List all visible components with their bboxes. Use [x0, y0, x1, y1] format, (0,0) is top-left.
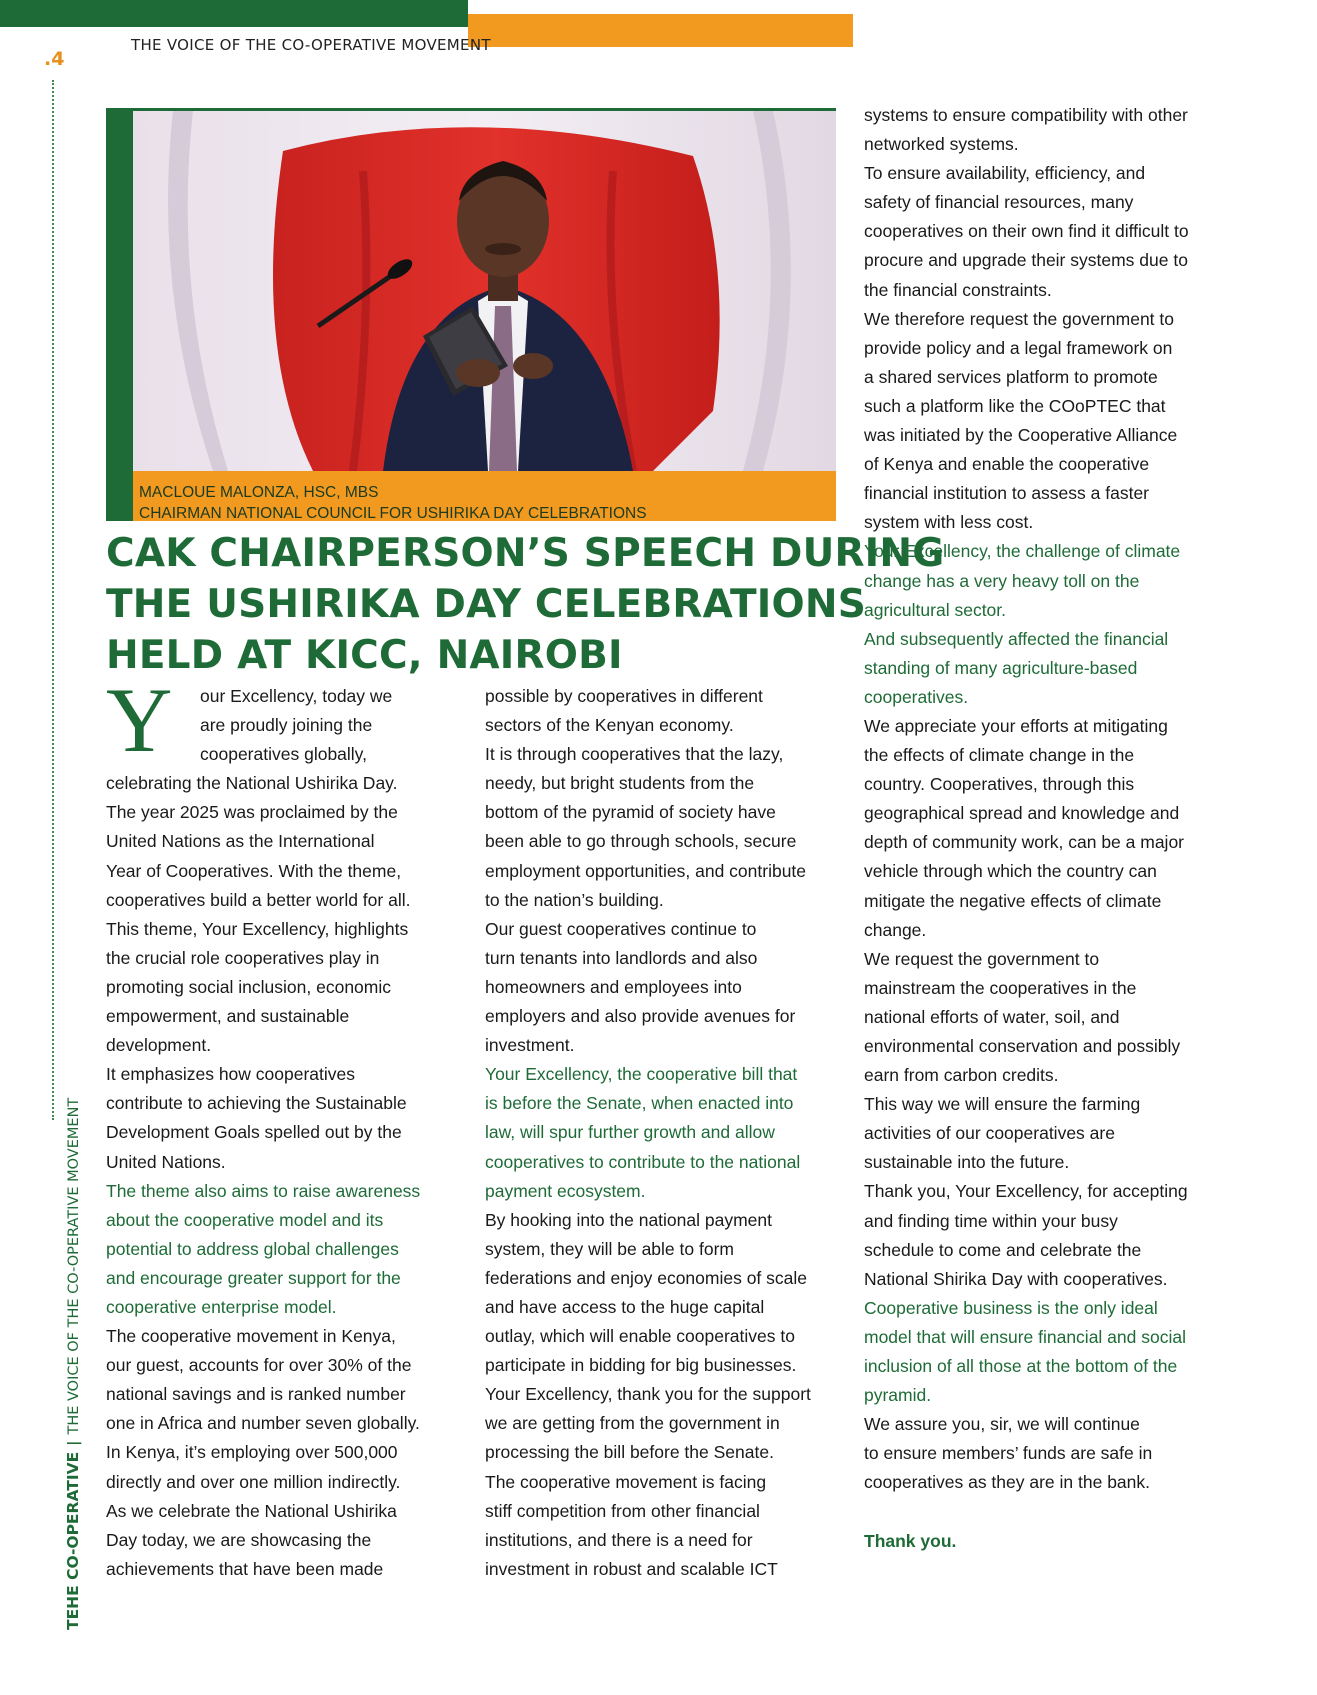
text-line: procure and upgrade their systems due to — [864, 250, 1188, 271]
text-line: depth of community work, can be a major — [864, 832, 1185, 853]
text-line: Your Excellency, thank you for the support — [485, 1384, 811, 1405]
text-line: our Excellency, today we — [200, 686, 393, 706]
text-line: national savings and is ranked number — [106, 1384, 406, 1405]
text-line: provide policy and a legal framework on — [864, 337, 1173, 358]
highlight-line: law, will spur further growth and allow — [485, 1122, 775, 1143]
text-line: environmental conservation and possibly — [864, 1036, 1181, 1056]
text-line: cooperatives build a better world for all. — [106, 889, 411, 910]
speaker-photo — [106, 108, 836, 521]
side-dotted-rule — [52, 80, 54, 1120]
text-line: empowerment, and sustainable — [106, 1006, 350, 1027]
text-line: Development Goals spelled out by the — [106, 1122, 402, 1143]
page-number: .4 — [44, 48, 65, 70]
text-line: one in Africa and number seven globally. — [106, 1413, 420, 1434]
publication-title: THE VOICE OF THE CO-OPERATIVE MOVEMENT — [131, 36, 491, 54]
text-line: sectors of the Kenyan economy. — [485, 715, 734, 736]
text-line: The cooperative movement is facing — [485, 1471, 767, 1492]
text-line: was initiated by the Cooperative Alliance — [864, 425, 1178, 446]
text-line: processing the bill before the Senate. — [485, 1442, 774, 1463]
drop-cap: Y — [106, 669, 173, 771]
headline-line-3: HELD AT KICC, NAIROBI — [106, 633, 623, 678]
highlight-line: change has a very heavy toll on the — [864, 570, 1140, 591]
text-line: We assure you, sir, we will continue — [864, 1414, 1140, 1435]
closing-thanks: Thank you. — [864, 1530, 957, 1551]
text-line: geographical spread and knowledge and — [864, 803, 1180, 824]
text-line: such a platform like the COoPTEC that — [864, 395, 1166, 416]
text-line: financial institution to assess a faster — [864, 483, 1150, 504]
text-line: outlay, which will enable cooperatives to — [485, 1326, 795, 1347]
text-line: a shared services platform to promote — [864, 366, 1158, 387]
text-line: Day today, we are showcasing the — [106, 1529, 372, 1550]
highlight-line: Cooperative business is the only ideal — [864, 1297, 1158, 1318]
text-line: Thank you, Your Excellency, for accepting — [864, 1181, 1188, 1202]
text-line: networked systems. — [864, 134, 1019, 155]
highlight-line: is before the Senate, when enacted into — [485, 1093, 794, 1114]
highlight-line: agricultural sector. — [864, 599, 1007, 620]
text-line: United Nations as the International — [106, 831, 375, 852]
article-column-3 — [864, 101, 1224, 1556]
text-line: the crucial role cooperatives play in — [106, 947, 380, 968]
highlight-line: Your Excellency, the challenge of climate — [864, 541, 1181, 562]
header-orange-bar — [468, 14, 853, 47]
text-line: the effects of climate change in the — [864, 745, 1135, 766]
text-line: the financial constraints. — [864, 279, 1052, 300]
photo-green-bar — [106, 111, 133, 521]
text-line: system, they will be able to form — [485, 1238, 734, 1259]
side-label-strong: TEHE CO-OPERATIVE — [64, 1451, 82, 1630]
highlight-line: pyramid. — [864, 1385, 932, 1406]
highlight-line: potential to address global challenges — [106, 1238, 399, 1259]
text-line: investment. — [485, 1035, 575, 1056]
text-line: United Nations. — [106, 1151, 226, 1172]
text-line: vehicle through which the country can — [864, 861, 1157, 882]
text-line: This theme, Your Excellency, highlights — [106, 918, 409, 939]
text-line: The year 2025 was proclaimed by the — [106, 802, 398, 823]
text-line: employers and also provide avenues for — [485, 1006, 796, 1027]
highlight-line: and encourage greater support for the — [106, 1267, 401, 1288]
text-line: We therefore request the government to — [864, 308, 1174, 329]
text-line: It emphasizes how cooperatives — [106, 1064, 356, 1085]
text-line: cooperatives on their own find it difficult to — [864, 221, 1189, 242]
text-line: activities of our cooperatives are — [864, 1123, 1115, 1144]
photo-caption — [133, 471, 836, 521]
text-line: bottom of the pyramid of society have — [485, 802, 776, 823]
text-line: investment in robust and scalable ICT — [485, 1558, 778, 1579]
text-line: our guest, accounts for over 30% of the — [106, 1355, 412, 1376]
caption-role: CHAIRMAN NATIONAL COUNCIL FOR USHIRIKA DAY CELEBRATIONS — [139, 505, 647, 521]
text-line: are proudly joining the — [200, 715, 373, 736]
highlight-line: cooperative enterprise model. — [106, 1296, 337, 1317]
side-publication-label — [64, 1098, 82, 1630]
text-line: been able to go through schools, secure — [485, 831, 797, 852]
article-column-2 — [485, 682, 845, 1584]
text-line: contribute to achieving the Sustainable — [106, 1093, 407, 1114]
text-line: celebrating the National Ushirika Day. — [106, 773, 398, 794]
text-line: It is through cooperatives that the lazy, — [485, 744, 784, 765]
text-line: promoting social inclusion, economic — [106, 976, 391, 997]
article-column-1 — [106, 669, 466, 1584]
highlight-line: model that will ensure financial and social — [864, 1326, 1186, 1347]
speaker-photo-image — [133, 111, 836, 471]
header-green-bar — [0, 0, 468, 27]
text-line: possible by cooperatives in different — [485, 686, 763, 706]
text-line: We appreciate your efforts at mitigating — [864, 715, 1168, 736]
text-line: mainstream the cooperatives in the — [864, 977, 1137, 998]
highlight-line: standing of many agriculture-based — [864, 657, 1138, 678]
text-line: stiff competition from other financial — [485, 1500, 760, 1521]
text-line: national efforts of water, soil, and — [864, 1006, 1120, 1027]
highlight-line: payment ecosystem. — [485, 1180, 646, 1201]
text-line: country. Cooperatives, through this — [864, 774, 1135, 795]
text-line: The cooperative movement in Kenya, — [106, 1326, 396, 1347]
text-line: system with less cost. — [864, 512, 1034, 533]
text-line: systems to ensure compatibility with other — [864, 105, 1188, 125]
text-line: cooperatives globally, — [200, 744, 367, 765]
text-line: federations and enjoy economies of scale — [485, 1267, 808, 1288]
text-line: cooperatives as they are in the bank. — [864, 1472, 1151, 1493]
text-line: development. — [106, 1035, 212, 1056]
text-line: needy, but bright students from the — [485, 773, 755, 794]
text-line: National Shirika Day with cooperatives. — [864, 1268, 1168, 1289]
text-line: Our guest cooperatives continue to — [485, 918, 757, 939]
text-line: In Kenya, it’s employing over 500,000 — [106, 1442, 398, 1463]
text-line: employment opportunities, and contribute — [485, 860, 807, 881]
headline-line-1: CAK CHAIRPERSON’S SPEECH DURING — [106, 531, 945, 576]
highlight-line: And subsequently affected the financial — [864, 628, 1169, 649]
text-line: to the nation’s building. — [485, 889, 664, 910]
text-line: To ensure availability, efficiency, and — [864, 163, 1146, 184]
text-line: Year of Cooperatives. With the theme, — [106, 860, 402, 881]
text-line: earn from carbon credits. — [864, 1065, 1059, 1086]
headline-line-2: THE USHIRIKA DAY CELEBRATIONS — [106, 582, 866, 627]
text-line: directly and over one million indirectly. — [106, 1471, 401, 1492]
text-line: and have access to the huge capital — [485, 1296, 765, 1317]
text-line: As we celebrate the National Ushirika — [106, 1500, 397, 1521]
text-line: and finding time within your busy — [864, 1210, 1118, 1231]
text-line: This way we will ensure the farming — [864, 1094, 1141, 1115]
text-line: We request the government to — [864, 948, 1100, 969]
caption-name: MACLOUE MALONZA, HSC, MBS — [139, 484, 379, 501]
text-line: schedule to come and celebrate the — [864, 1239, 1142, 1260]
highlight-line: The theme also aims to raise awareness — [106, 1180, 421, 1201]
text-line: achievements that have been made — [106, 1558, 384, 1579]
text-line: change. — [864, 919, 927, 940]
text-line: By hooking into the national payment — [485, 1209, 772, 1230]
text-line: turn tenants into landlords and also — [485, 947, 758, 968]
text-line: sustainable into the future. — [864, 1152, 1070, 1173]
text-line: institutions, and there is a need for — [485, 1529, 753, 1550]
text-line: safety of financial resources, many — [864, 192, 1134, 213]
text-line: of Kenya and enable the cooperative — [864, 454, 1150, 475]
text-line: homeowners and employees into — [485, 976, 742, 997]
text-line: mitigate the negative effects of climate — [864, 890, 1162, 911]
side-label-separator: | — [66, 1440, 82, 1446]
highlight-line: cooperatives. — [864, 686, 969, 707]
highlight-line: Your Excellency, the cooperative bill that — [485, 1064, 798, 1085]
side-label-rest: THE VOICE OF THE CO-OPERATIVE MOVEMENT — [66, 1097, 82, 1435]
highlight-line: cooperatives to contribute to the national — [485, 1151, 801, 1172]
text-line: participate in bidding for big businesses. — [485, 1355, 797, 1376]
text-line: to ensure members’ funds are safe in — [864, 1443, 1153, 1464]
text-line: we are getting from the government in — [485, 1413, 780, 1434]
highlight-line: about the cooperative model and its — [106, 1209, 384, 1230]
highlight-line: inclusion of all those at the bottom of the — [864, 1356, 1178, 1377]
